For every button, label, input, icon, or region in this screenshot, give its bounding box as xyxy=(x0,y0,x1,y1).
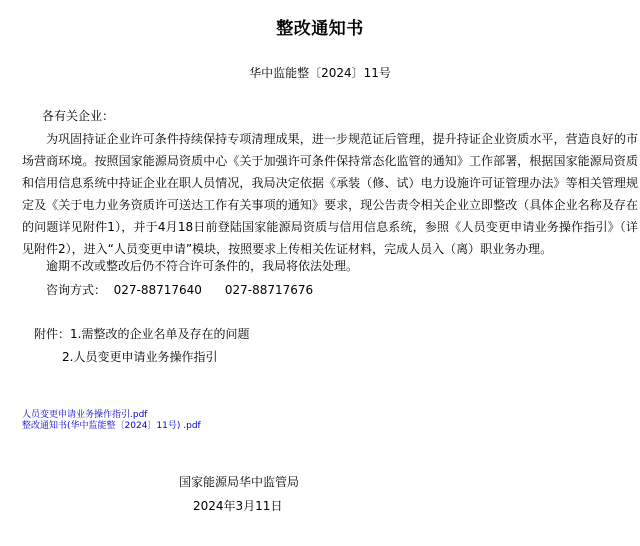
document-title: 整改通知书 xyxy=(276,19,364,39)
body-paragraph-1: 为巩固持证企业许可条件持续保持专项清理成果，进一步规范证后管理，提升持证企业资质水平，营造良好的市场营商环境。按照国家能源局资质中心《关于加强许可条件保持常态化监管的通知》工作部署，根据国家能源局资质和信用信息系统中持证企业在职人员情况，我局决定依据《承装（修、试）电力设施许可证管理办法》等相关管理规定及《关于电力业务资质许可送达工作有关事项的通知》要求，现公告责令相关企业立即整改（具体企业名称及存在的问题详见附件1），并于4月18日前登陆国家能源局资质与信用信息系统，参照《人员变更申请业务操作指引》（详见附件2），进入“人员变更申请”模块，按照要求上传相关佐证材料，完成人员入（离）职业务办理。 xyxy=(22,132,638,256)
salutation: 各有关企业： xyxy=(42,109,115,123)
contact-info: 咨询方式： 027-88717640 027-88717676 xyxy=(46,283,314,297)
attachment-download-link-2[interactable]: 整改通知书(华中监能整〔2024〕11号) .pdf xyxy=(22,421,201,431)
issue-date: 2024年3月11日 xyxy=(193,499,283,513)
body-paragraph-2: 逾期不改或整改后仍不符合许可条件的，我局将依法处理。 xyxy=(46,259,359,273)
attachments-list-item-2: 2.人员变更申请业务操作指引 xyxy=(62,350,218,364)
attachments-list-item-1: 附件：1.需整改的企业名单及存在的问题 xyxy=(34,327,250,341)
issuer-name: 国家能源局华中监管局 xyxy=(179,475,300,489)
document-number: 华中监能整〔2024〕11号 xyxy=(249,66,391,80)
attachment-download-link-1[interactable]: 人员变更申请业务操作指引.pdf xyxy=(22,410,148,420)
